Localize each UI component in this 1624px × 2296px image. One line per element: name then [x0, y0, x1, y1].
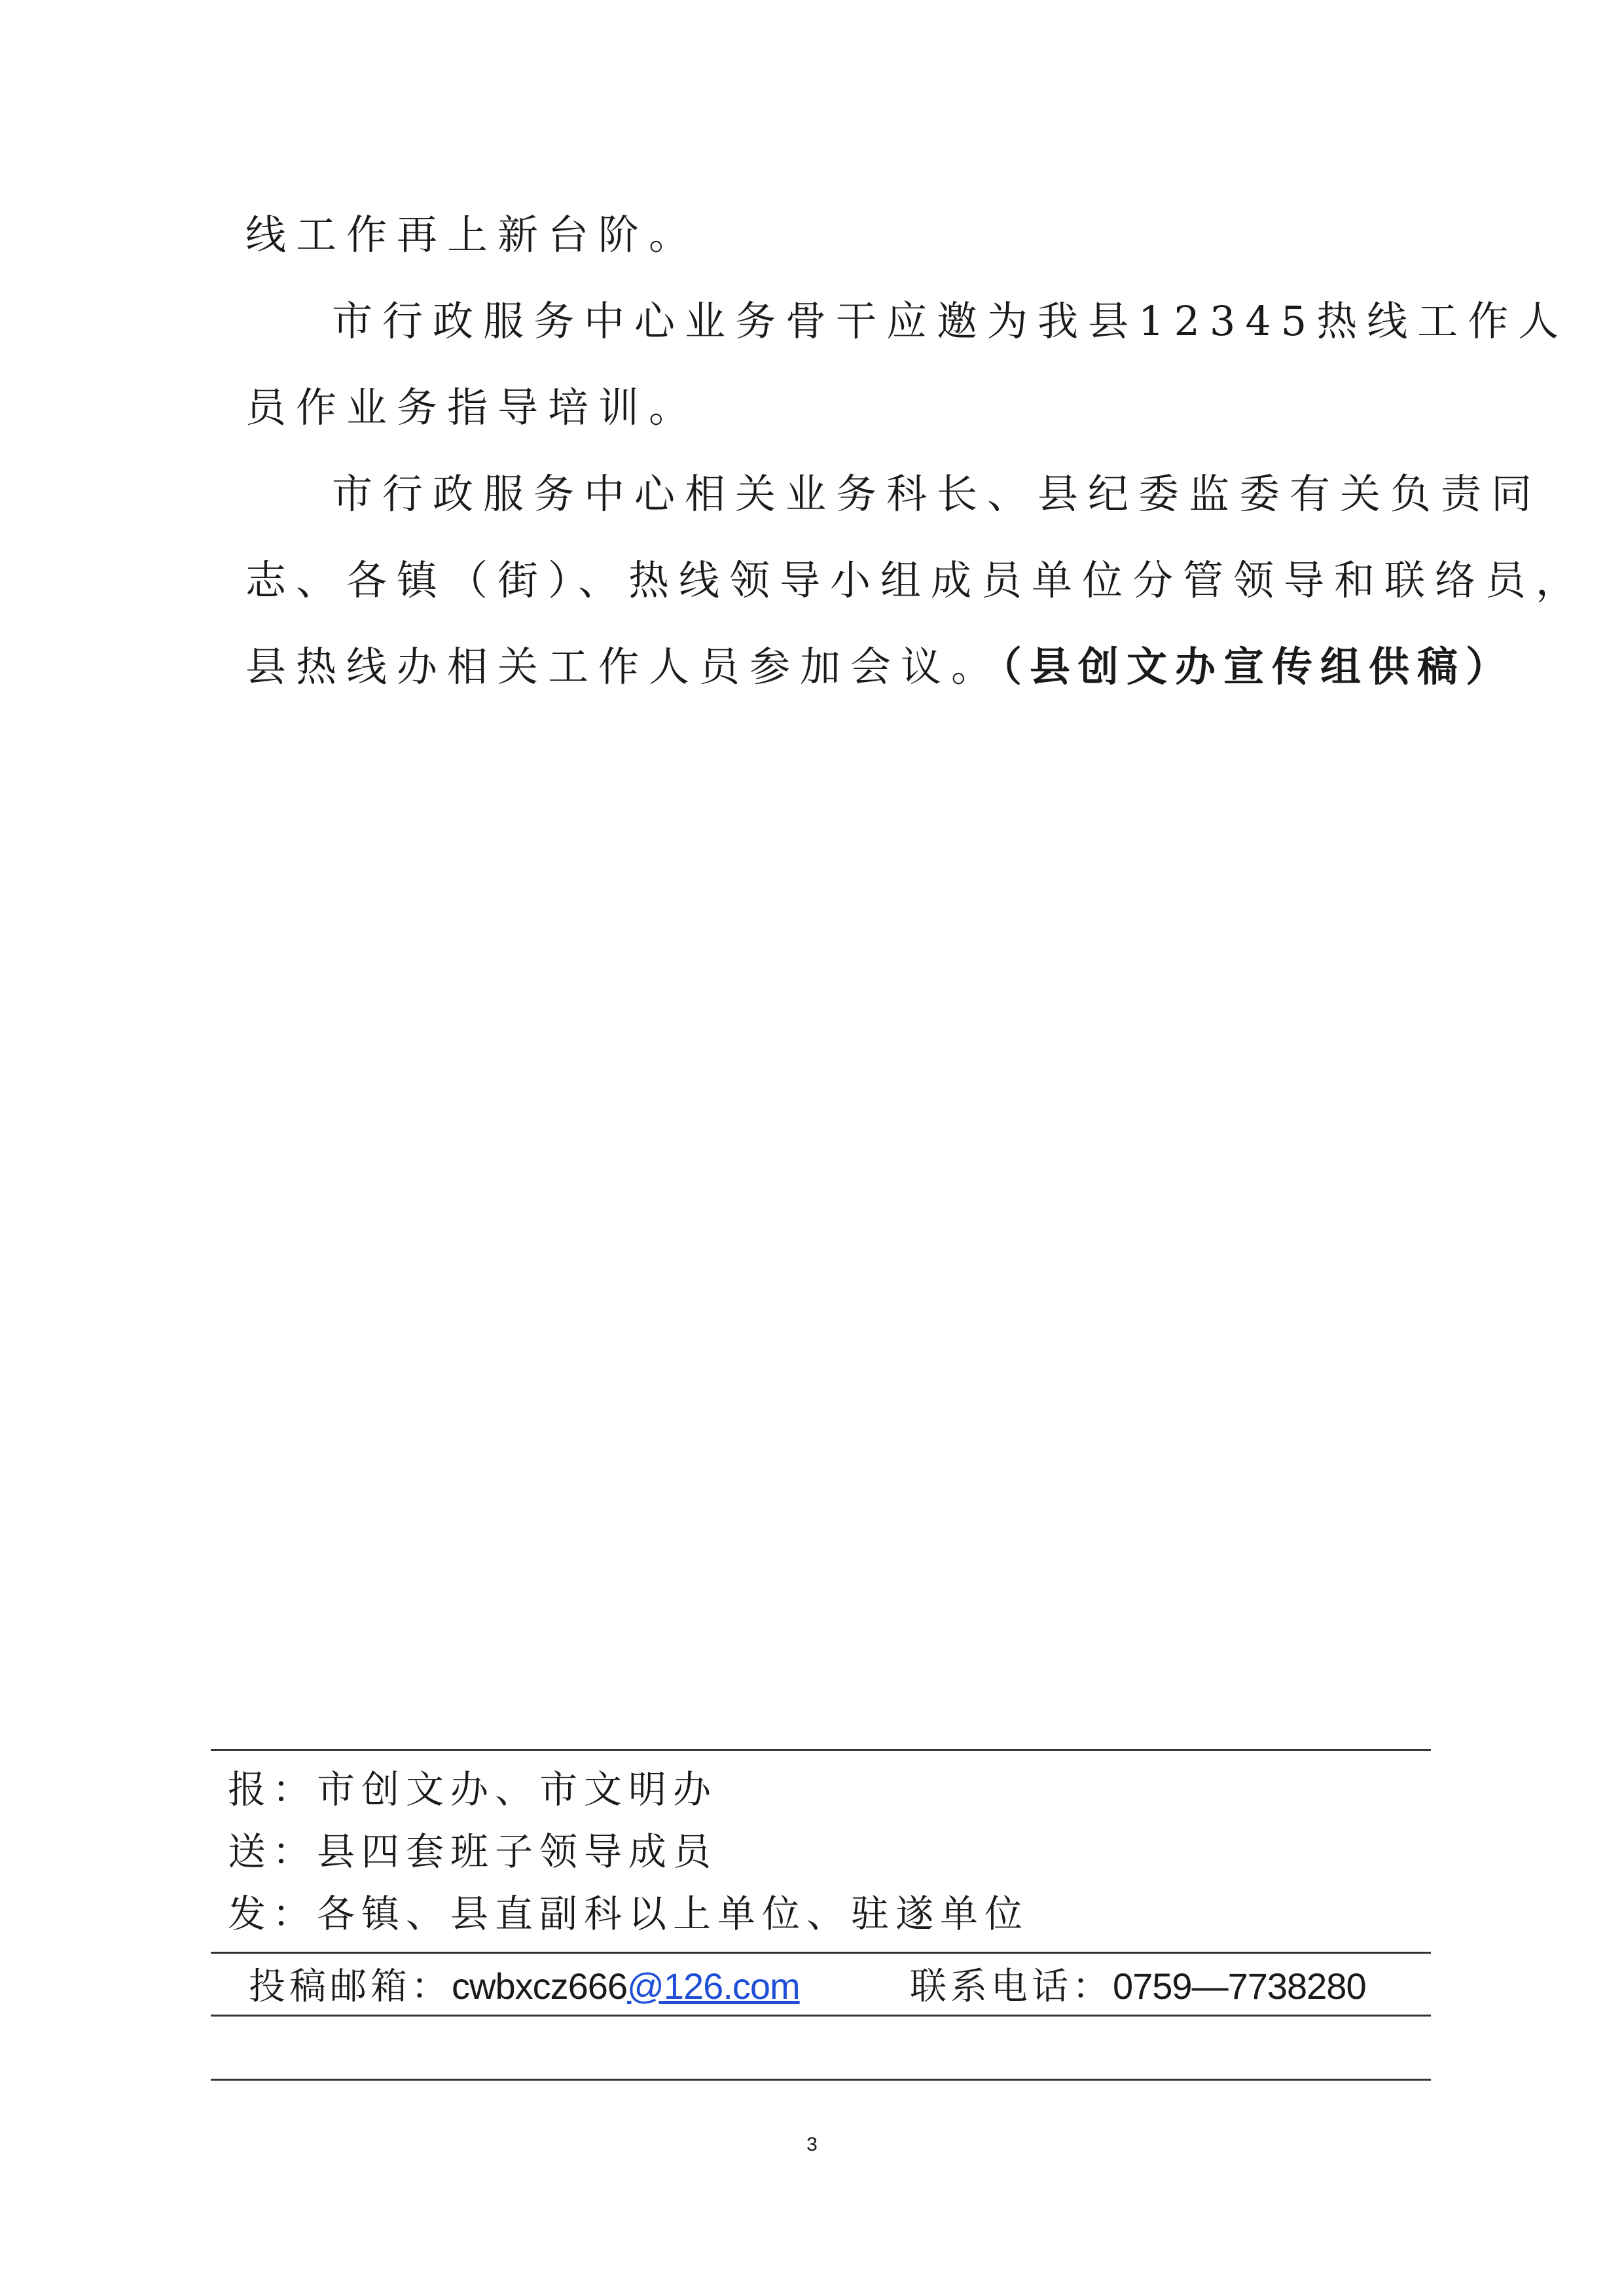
email-label: 投稿邮箱：	[249, 1965, 452, 2008]
distribution-send-line: 送：县四套班子领导成员	[228, 1829, 718, 1874]
paragraph-3-line-3	[245, 643, 1515, 691]
paragraph-1-line-1: 线工作再上新台阶。	[245, 211, 700, 259]
paragraph-2-line-2: 员作业务指导培训。	[245, 384, 700, 431]
contact-bottom-rule	[211, 2015, 1431, 2017]
page-number: 3	[806, 2134, 818, 2155]
paragraph-2-line-1: 市行政服务中心业务骨干应邀为我县12345热线工作人	[332, 297, 1569, 345]
email-prefix: cwbxcz666	[452, 1965, 628, 2007]
source-credit: （县创文办宣传组供稿）	[1001, 643, 1515, 691]
distribution-report-line: 报：市创文办、市文明办	[228, 1767, 718, 1812]
footer-rule	[211, 2079, 1431, 2081]
phone-group	[910, 1965, 1366, 2009]
paragraph-3-line-3-text: 县热线办相关工作人员参加会议。	[245, 643, 1002, 691]
phone-value: 0759—7738280	[1113, 1965, 1366, 2007]
paragraph-3-line-1: 市行政服务中心相关业务科长、县纪委监委有关负责同	[332, 470, 1542, 518]
email-domain-link[interactable]: @126.com	[627, 1965, 800, 2007]
contact-row	[249, 1965, 1414, 2008]
contact-top-rule	[211, 1952, 1431, 1954]
paragraph-3-line-2: 志、各镇（街）、热线领导小组成员单位分管领导和联络员，	[245, 556, 1587, 604]
distribution-issue-line: 发：各镇、县直副科以上单位、驻遂单位	[228, 1892, 1030, 1936]
phone-label: 联系电话：	[910, 1965, 1113, 2008]
distribution-top-rule	[211, 1749, 1431, 1751]
